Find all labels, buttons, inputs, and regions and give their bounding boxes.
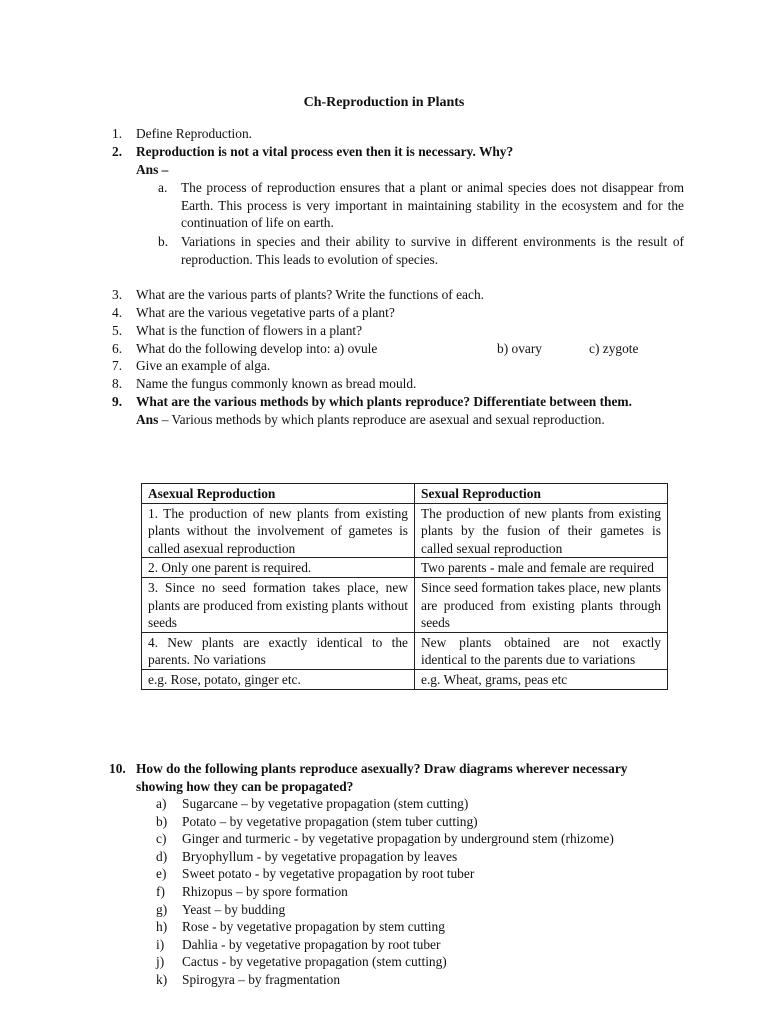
question-number: 7. [112,358,123,373]
question-number: 6. [112,341,123,356]
list-item [112,971,712,989]
question-3 [112,286,684,304]
table-row [142,558,668,578]
answer-point-b [158,233,684,268]
propagation-list [112,795,712,989]
question-number: 10. [109,761,126,776]
question-9 [112,393,654,428]
question-text: Reproduction is not a vital process even then it is necessary. Why? [136,144,514,159]
question-text: Define Reproduction. [136,126,253,141]
table-header: Asexual Reproduction [142,484,415,504]
answer-label: Ans [136,411,159,427]
question-text: What are the various parts of plants? Write the functions of each. [136,287,484,302]
item-marker: d) [156,848,168,864]
question-text: How do the following plants reproduce asexually? Draw diagrams wherever necessary showing how they can be propagated? [136,761,628,794]
table-cell: 2. Only one parent is required. [142,558,415,578]
question-5 [112,322,684,340]
question-text [136,340,684,358]
question-10 [109,760,652,795]
item-text: Spirogyra – by fragmentation [182,971,341,987]
list-item [112,830,712,848]
item-marker: e) [156,866,167,882]
item-text: Bryophyllum - by vegetative propagation by leaves [182,848,458,864]
question-6 [112,340,684,358]
question-number: 4. [112,305,123,320]
table-cell: New plants obtained are not exactly identical to the parents due to variations [415,632,668,669]
item-text: Yeast – by budding [182,901,286,917]
item-marker: j) [156,954,165,970]
table-header-row [142,484,668,504]
list-item [112,848,712,866]
table-cell: 1. The production of new plants from existing plants without the involvement of gametes is called asexual reproduction [142,503,415,558]
table-cell: Since seed formation takes place, new plants are produced from existing plants through seeds [415,577,668,632]
question-8 [112,375,684,393]
item-marker: a) [156,796,167,811]
answer-body: – Various methods by which plants reproduce are asexual and sexual reproduction. [158,411,605,427]
question-4 [112,304,684,322]
item-text: Dahlia - by vegetative propagation by root tuber [182,936,441,952]
table-row [142,577,668,632]
table-row [142,503,668,558]
comparison-table [141,483,668,690]
table-cell: Two parents - male and female are required [415,558,668,578]
item-text: Cactus - by vegetative propagation (stem cutting) [182,954,447,970]
item-text: Potato – by vegetative propagation (stem tuber cutting) [182,813,478,829]
option-b: b) ovary [497,341,542,356]
table-cell: 4. New plants are exactly identical to the parents. No variations [142,632,415,669]
table-cell: e.g. Wheat, grams, peas etc [415,669,668,689]
point-marker: b. [158,234,169,249]
list-item [112,953,712,971]
item-text: Sweet potato - by vegetative propagation by root tuber [182,866,475,882]
list-item [112,901,712,919]
table-cell: 3. Since no seed formation takes place, new plants are produced from existing plants without seeds [142,577,415,632]
list-item [112,865,712,883]
question-7 [112,357,684,375]
item-marker: f) [156,883,165,899]
item-text: Ginger and turmeric - by vegetative propagation by underground stem (rhizome) [182,831,614,847]
option-a: What do the following develop into: a) ovule [136,341,378,356]
list-item [112,883,712,901]
list-item [112,813,712,831]
point-marker: a. [158,180,168,195]
question-2 [112,143,684,178]
table-cell: e.g. Rose, potato, ginger etc. [142,669,415,689]
answer-text [136,411,654,429]
question-number: 3. [112,287,123,302]
item-marker: i) [156,936,165,952]
question-text: What are the various methods by which plants reproduce? Differentiate between them. [136,394,632,409]
question-number: 5. [112,323,123,338]
item-marker: c) [156,831,167,847]
page-title: Ch-Reproduction in Plants [303,95,465,110]
item-marker: h) [156,919,168,935]
list-item [112,936,712,954]
item-marker: k) [156,971,168,987]
answer-label: Ans – [136,161,169,177]
table-header: Sexual Reproduction [415,484,668,504]
table-cell: The production of new plants from existing plants by the fusion of their gametes is called sexual reproduction [415,503,668,558]
list-item [112,918,712,936]
question-1 [112,125,684,143]
question-text: Name the fungus commonly known as bread mould. [136,376,417,391]
item-marker: g) [156,901,168,917]
point-text: Variations in species and their ability to survive in different environments is the result of reproduction. This leads to evolution of species. [181,234,684,267]
question-number: 9. [112,394,123,409]
table-row [142,632,668,669]
question-text: What are the various vegetative parts of a plant? [136,305,395,320]
question-text: What is the function of flowers in a plant? [136,323,363,338]
item-text: Rose - by vegetative propagation by stem cutting [182,919,445,935]
question-number: 1. [112,126,123,141]
option-c: c) zygote [589,341,639,356]
item-marker: b) [156,813,168,829]
table-row [142,669,668,689]
item-text: Rhizopus – by spore formation [182,883,348,899]
question-number: 8. [112,376,123,391]
point-text: The process of reproduction ensures that a plant or animal species does not disappear from Earth. This process is very important in maintaining stability in the ecosystem and for the continuation of life on earth. [181,180,684,231]
answer-point-a [158,179,684,232]
list-item [112,795,712,813]
item-text: Sugarcane – by vegetative propagation (stem cutting) [182,796,469,811]
question-number: 2. [112,144,123,159]
question-text: Give an example of alga. [136,358,271,373]
